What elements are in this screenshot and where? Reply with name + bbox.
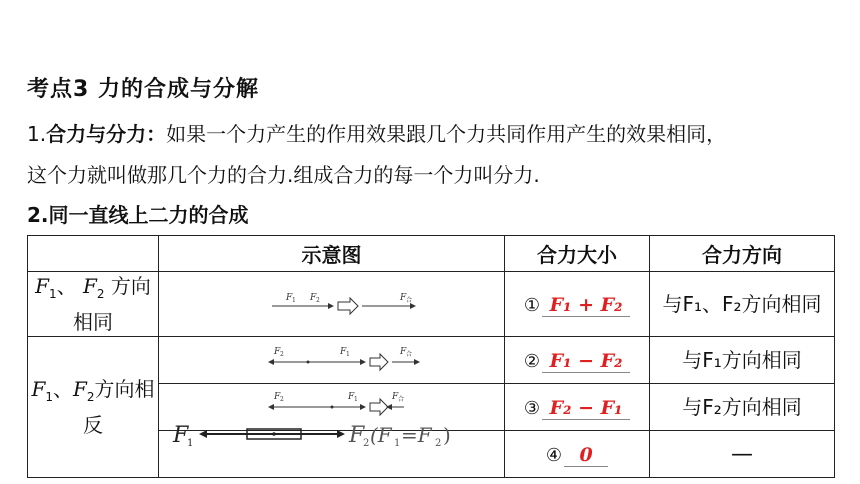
- svg-text:2: 2: [435, 438, 442, 449]
- table-header-row: [28, 236, 835, 272]
- svg-text:1: 1: [353, 395, 358, 403]
- svg-text:F: F: [273, 346, 280, 357]
- paragraph-line-2: 这个力就叫做那几个力的合力.组成合力的每一个力叫分力.: [27, 163, 540, 187]
- condition-opposite-direction: $F_1$、$F_2$方向相反: [28, 337, 159, 478]
- svg-text:2: 2: [315, 296, 320, 304]
- condition-same-direction: $F_1$、 $F_2$ 方向相同: [28, 272, 159, 337]
- direction-cell-1: 与F₁、F₂方向相同: [650, 272, 835, 337]
- svg-text:F: F: [349, 423, 365, 448]
- svg-text:F: F: [399, 346, 406, 357]
- svg-text:F: F: [273, 391, 280, 402]
- answer-zero: 0: [564, 444, 608, 467]
- table-row: [28, 272, 835, 337]
- svg-text:F: F: [173, 423, 189, 448]
- section-title: 考点3 力的合成与分解: [27, 77, 259, 102]
- diagram-same-direction: [159, 272, 505, 337]
- direction-cell-2: 与F₁方向相同: [650, 337, 835, 384]
- magnitude-cell-4: ④ 0: [505, 431, 650, 478]
- svg-text:=F: =F: [401, 423, 432, 447]
- svg-text:1: 1: [345, 350, 350, 358]
- svg-text:F: F: [391, 391, 398, 402]
- bold-term: 合力与分力：: [46, 122, 167, 146]
- svg-text:1: 1: [394, 438, 401, 449]
- subsection-title: 2.同一直线上二力的合成: [27, 203, 249, 227]
- paragraph-line-1: [27, 122, 726, 146]
- svg-text:1: 1: [291, 296, 296, 304]
- svg-text:合: 合: [397, 395, 404, 403]
- header-diagram: 示意图: [159, 236, 505, 272]
- magnitude-cell-1: ① F₁ + F₂: [505, 272, 650, 337]
- magnitude-cell-3: ③ F₂ − F₁: [505, 384, 650, 431]
- paragraph-prefix: 1.: [27, 122, 47, 146]
- table-row: [28, 337, 835, 384]
- svg-text:(F: (F: [370, 423, 392, 447]
- magnitude-cell-2: ② F₁ − F₂: [505, 337, 650, 384]
- header-empty: [28, 236, 159, 272]
- svg-text:F: F: [309, 292, 316, 303]
- answer-difference-2: F₂ − F₁: [542, 397, 630, 420]
- svg-text:2: 2: [279, 395, 284, 403]
- svg-text:2: 2: [363, 438, 370, 449]
- svg-text:F: F: [347, 391, 354, 402]
- svg-text:1: 1: [187, 438, 194, 449]
- header-magnitude: 合力大小: [505, 236, 650, 272]
- direction-cell-3: 与F₂方向相同: [650, 384, 835, 431]
- svg-text:): ): [443, 423, 451, 447]
- svg-text:F: F: [285, 292, 292, 303]
- same-direction-diagram: [232, 282, 432, 322]
- svg-text:2: 2: [279, 350, 284, 358]
- equal-opposite-diagram: [163, 418, 463, 458]
- answer-sum: F₁ + F₂: [542, 294, 630, 317]
- svg-text:合: 合: [405, 350, 412, 358]
- header-direction: 合力方向: [650, 236, 835, 272]
- svg-text:合: 合: [405, 296, 412, 304]
- direction-cell-4: —: [650, 431, 835, 478]
- svg-text:F: F: [339, 346, 346, 357]
- paragraph-line1-text: 如果一个力产生的作用效果跟几个力共同作用产生的效果相同，: [166, 122, 727, 146]
- svg-text:F: F: [399, 292, 406, 303]
- answer-difference-1: F₁ − F₂: [542, 350, 630, 373]
- opposite-diagram-1: [232, 338, 432, 378]
- diagram-opposite-1: [159, 337, 505, 384]
